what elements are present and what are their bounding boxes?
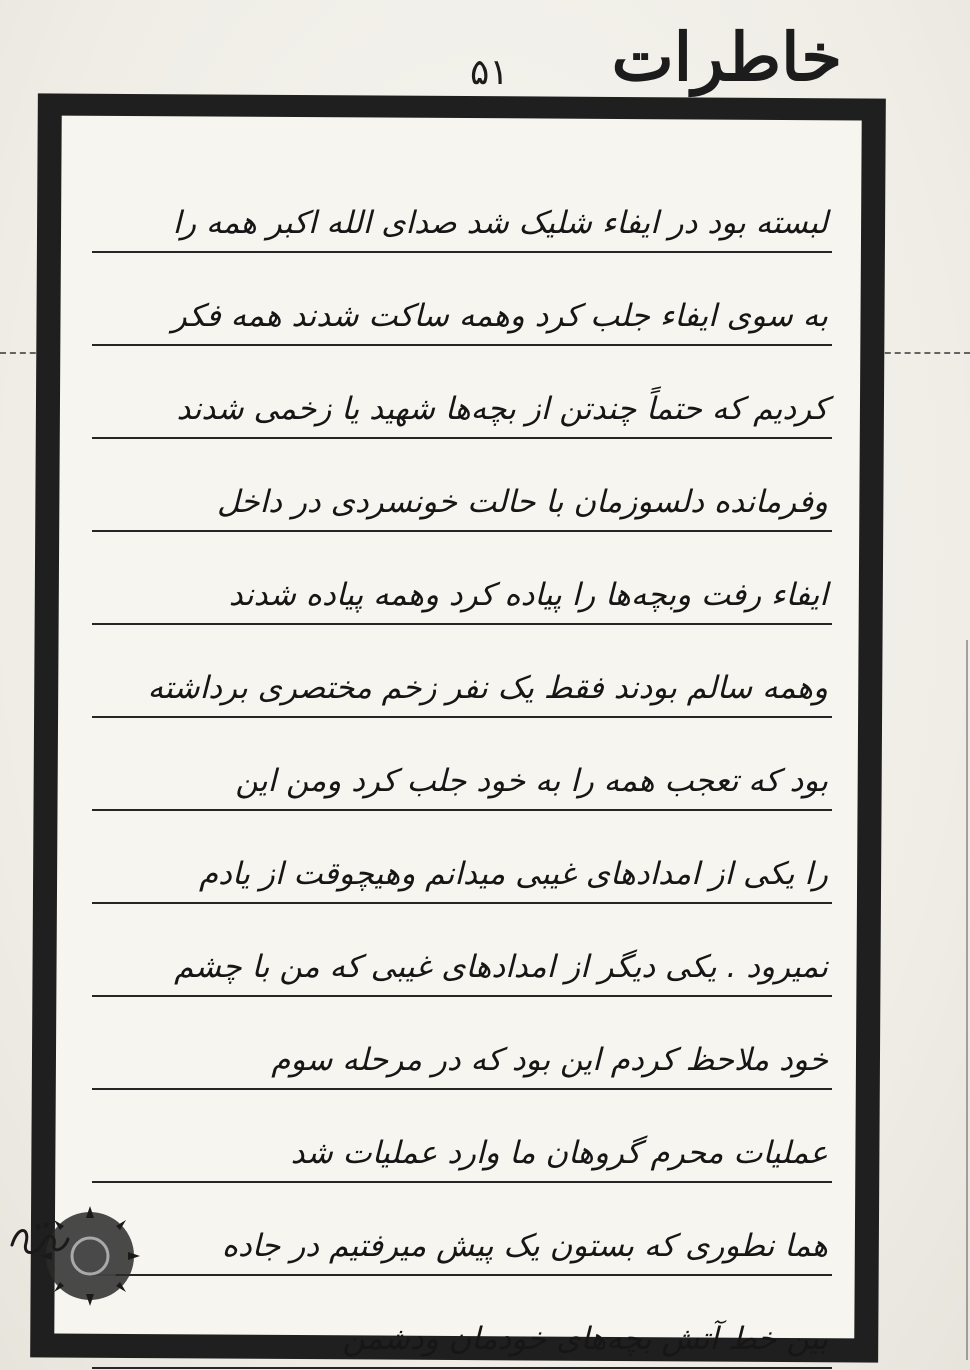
line-text: وهمه سالم بودند فقط یک نفر زخم مختصری برداشته [147,670,828,706]
ruled-line [92,904,832,997]
page-number: ۵۱ [470,52,509,93]
line-text: بین خط آتش بچه‌های خودمان ودشمن [342,1321,828,1357]
page-title: خاطرات [611,18,842,96]
line-text: عملیات محرم گروهان ما وارد عملیات شد [290,1135,828,1171]
line-text: نمیرود . یکی دیگر از امدادهای غیبی که من با چشم [174,949,828,985]
line-text: به سوی ایفاء جلب کرد وهمه ساکت شدند همه فکر [171,298,828,334]
line-text: بود که تعجب همه را به خود جلب کرد ومن این [235,763,828,799]
line-text: وفرمانده دلسوزمان با حالت خونسردی در داخل [217,484,828,520]
line-text: لبسته بود در ایفاء شلیک شد صدای الله اکبر همه را [172,205,828,241]
ruled-line [92,1183,832,1276]
ruled-line [92,1090,832,1183]
ruled-line [92,997,832,1090]
line-text: خود ملاحظ کردم این بود که در مرحله سوم [271,1042,828,1078]
ruled-line [92,1276,832,1369]
line-text: ایفاء رفت وبچه‌ها را پیاده کرد وهمه پیاده شدند [228,577,828,613]
ruled-line [92,439,832,532]
ruled-line [92,346,832,439]
handwritten-lines [92,160,832,1369]
ruled-line [92,625,832,718]
ruled-line [92,532,832,625]
ruled-line [92,811,832,904]
line-text: هما نطوری که بستون یک پیش میرفتیم در جاده [221,1228,828,1264]
handwritten-signature [4,1205,74,1275]
line-text: کردیم که حتماً چندتن از بچه‌ها شهید یا زخمی شدند [176,391,828,427]
ruled-line [92,253,832,346]
scan-edge-line [966,640,968,1360]
line-text: را یکی از امدادهای غیبی میدانم وهیچوقت از یادم [198,856,828,892]
ruled-line [92,718,832,811]
ruled-line [92,160,832,253]
